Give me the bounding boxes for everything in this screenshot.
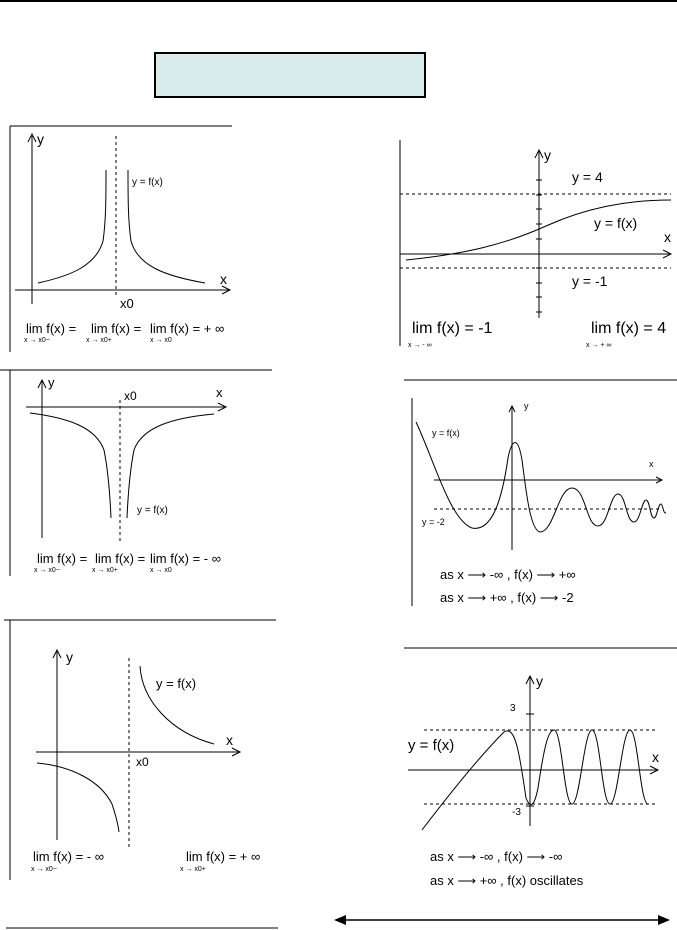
title-box xyxy=(154,52,426,98)
panel-vertical-asymptote-minus-infinity xyxy=(0,370,272,582)
y-axis-label: y xyxy=(524,401,529,411)
limit-3-sub: x → x0 xyxy=(150,337,172,344)
x0-label: x0 xyxy=(120,296,134,311)
limit-2-sub: x → x0+ xyxy=(92,567,118,574)
panel-1-graph xyxy=(0,126,240,352)
limit-2: lim f(x) = + ∞ xyxy=(186,849,261,864)
limit-3: lim f(x) = + ∞ xyxy=(150,321,225,336)
limit-3-sub: x → x0 xyxy=(150,567,172,574)
curve-left xyxy=(37,763,119,832)
curve-label: y = f(x) xyxy=(594,215,638,231)
x-axis-label: x xyxy=(220,271,227,287)
y-axis-label: y xyxy=(536,673,543,689)
note-2: as x ⟶ +∞ , f(x) oscillates xyxy=(430,873,584,888)
bottom-tick-label: -3 xyxy=(512,807,521,818)
panel-one-sided-limits xyxy=(0,620,280,930)
note-2: as x ⟶ +∞ , f(x) ⟶ -2 xyxy=(440,590,574,605)
curve-right xyxy=(127,414,214,518)
x-axis-label: x xyxy=(226,732,233,748)
curve-label: y = f(x) xyxy=(132,177,163,188)
top-rule xyxy=(0,0,677,2)
limit-2-sub: x → x0+ xyxy=(180,866,206,873)
x-axis-label: x xyxy=(664,229,671,245)
x0-label: x0 xyxy=(136,755,149,769)
limit-1-sub: x → x0− xyxy=(31,866,57,873)
curve-left xyxy=(38,170,106,283)
x0-label: x0 xyxy=(124,389,137,403)
limit-2-sub: x → + ∞ xyxy=(586,342,612,349)
limit-2: lim f(x) = xyxy=(91,321,142,336)
upper-asymptote-label: y = 4 xyxy=(572,169,603,185)
panel-oscillation xyxy=(404,648,677,892)
limit-2-sub: x → x0+ xyxy=(86,337,112,344)
x-axis-label: x xyxy=(216,385,223,400)
panel-damped-oscillation xyxy=(404,380,677,608)
y-axis-label: y xyxy=(48,375,55,390)
double-arrow-icon xyxy=(332,912,672,928)
limit-3: lim f(x) = - ∞ xyxy=(150,551,222,566)
panel-3-graph xyxy=(0,620,280,930)
curve-label: y = f(x) xyxy=(156,676,197,691)
limit-1: lim f(x) = - ∞ xyxy=(33,849,105,864)
top-tick-label: 3 xyxy=(510,703,516,714)
note-1: as x ⟶ -∞ , f(x) ⟶ -∞ xyxy=(430,849,563,864)
curve xyxy=(422,730,648,830)
limit-2: lim f(x) = 4 xyxy=(591,320,667,337)
panel-vertical-asymptote-plus-infinity xyxy=(0,126,240,352)
curve-label: y = f(x) xyxy=(137,505,168,516)
lower-asymptote-label: y = -1 xyxy=(572,273,608,289)
y-axis-label: y xyxy=(66,649,73,665)
limit-1-sub: x → x0− xyxy=(24,337,50,344)
limit-1: lim f(x) = -1 xyxy=(412,320,493,337)
limit-1: lim f(x) = xyxy=(37,551,88,566)
panel-horizontal-asymptotes xyxy=(396,140,677,354)
note-1: as x ⟶ -∞ , f(x) ⟶ +∞ xyxy=(440,567,576,582)
x-axis-label: x xyxy=(652,749,659,765)
x-axis-label: x xyxy=(649,459,654,469)
curve-label: y = f(x) xyxy=(408,737,455,754)
y-axis-label: y xyxy=(544,147,551,163)
y-axis-label: y xyxy=(37,131,44,147)
limit-1-sub: x → x0− xyxy=(34,567,60,574)
limit-2: lim f(x) = xyxy=(95,551,146,566)
curve xyxy=(416,422,666,532)
limit-1: lim f(x) = xyxy=(26,321,77,336)
curve-label: y = f(x) xyxy=(432,428,460,438)
limit-1-sub: x → - ∞ xyxy=(408,342,432,349)
lower-asymptote-label: y = -2 xyxy=(422,517,445,527)
